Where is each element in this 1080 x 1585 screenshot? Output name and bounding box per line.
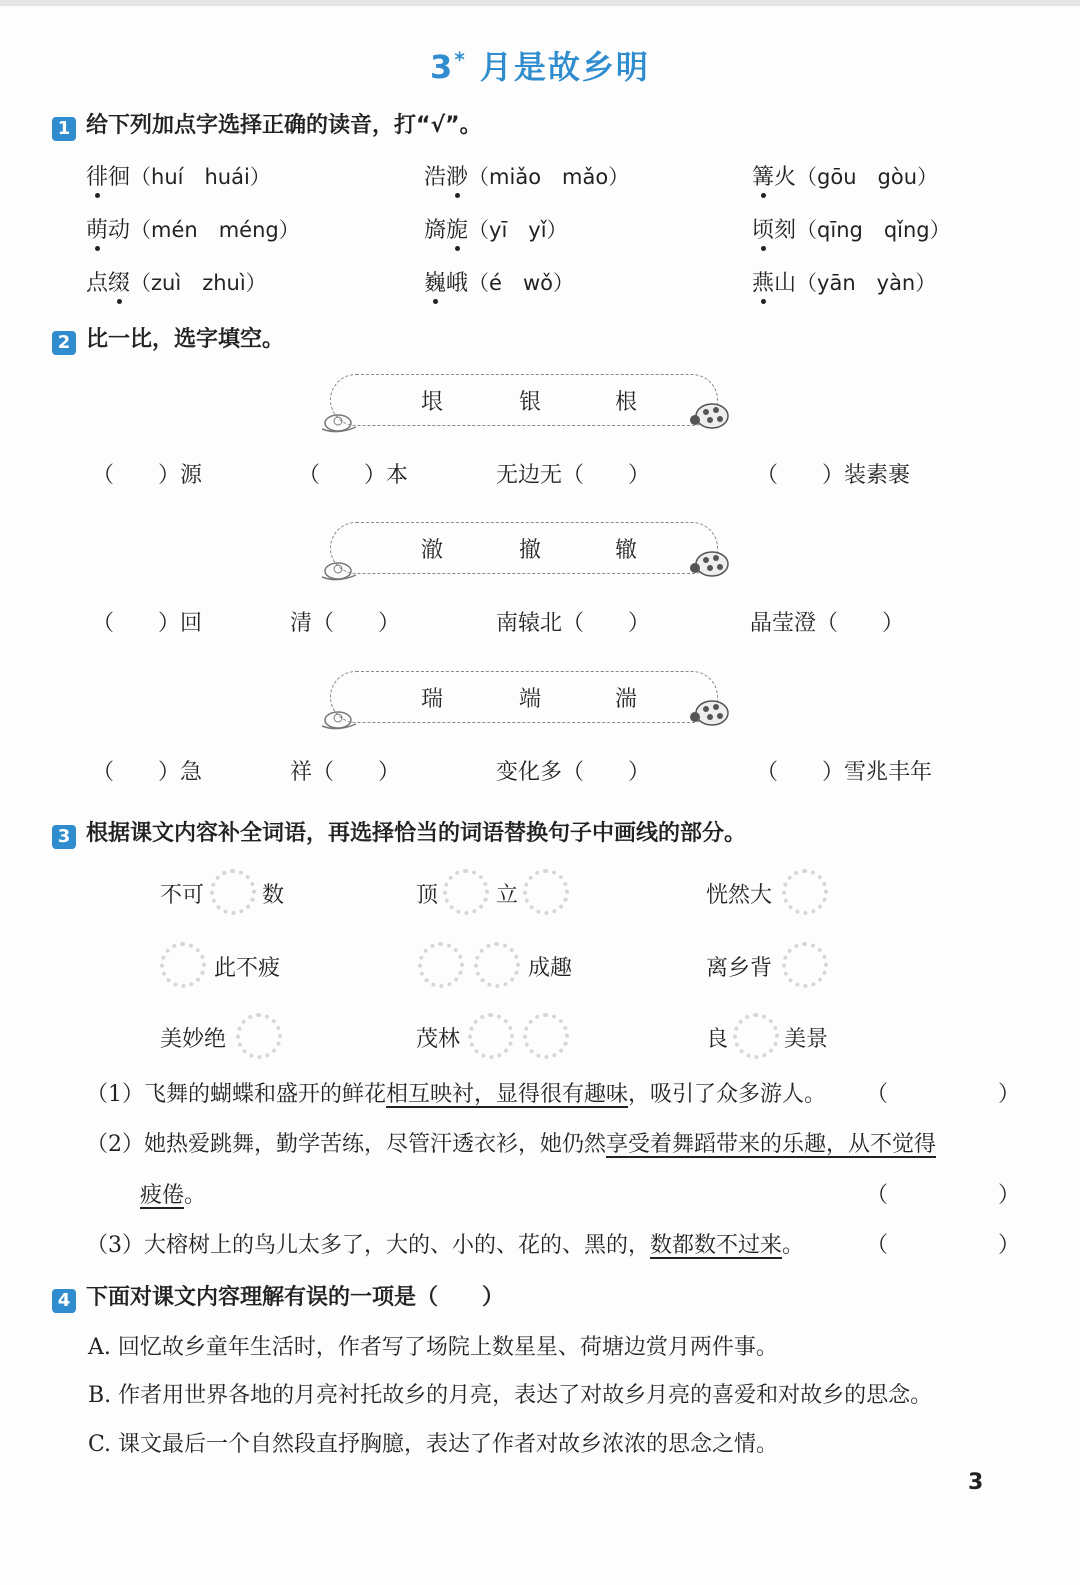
section-1-heading: 1 给下列加点字选择正确的读音，打“√”。 (52, 108, 482, 141)
fill-blank[interactable]: （ ）源 (92, 463, 203, 488)
choice-char: 根 (615, 390, 638, 415)
answer-paren[interactable]: （ ） (866, 1233, 1021, 1258)
word-part: 茂林 (416, 1027, 461, 1052)
word-part: 恍然大 (706, 883, 773, 908)
word-part: 美景 (784, 1027, 829, 1052)
page-title: 3* 月是故乡明 (430, 47, 650, 86)
answer-circle[interactable] (523, 1013, 569, 1059)
snail-icon (318, 702, 362, 732)
answer-circle[interactable] (210, 869, 256, 915)
answer-circle[interactable] (782, 869, 828, 915)
fill-blank[interactable]: （ ）雪兆丰年 (756, 760, 933, 785)
answer-paren[interactable]: （ ） (866, 1082, 1021, 1107)
pinyin-item: 萌动（mén méng） (86, 213, 300, 244)
choice-char: 瑞 (421, 687, 444, 712)
sentence-3: （3）大榕树上的鸟儿太多了，大的、小的、花的、黑的，数都数不过来。 (86, 1233, 805, 1258)
fill-blank[interactable]: （ ）回 (92, 611, 203, 636)
fill-blank[interactable]: （ ）本 (298, 463, 409, 488)
choice-char: 辙 (615, 538, 638, 563)
answer-circle[interactable] (443, 869, 489, 915)
sentence-2-cont: 疲倦。 (140, 1183, 207, 1208)
answer-paren[interactable]: （ ） (866, 1183, 1021, 1208)
sentence-1: （1）飞舞的蝴蝶和盛开的鲜花相互映衬，显得很有趣味，吸引了众多游人。 (86, 1082, 827, 1107)
word-part: 数 (262, 883, 285, 908)
option-b[interactable]: B. 作者用世界各地的月亮衬托故乡的月亮，表达了对故乡月亮的喜爱和对故乡的思念。 (88, 1383, 933, 1408)
snail-icon (318, 405, 362, 435)
section-3-heading: 3 根据课文内容补全词语，再选择恰当的词语替换句子中画线的部分。 (52, 816, 746, 849)
fill-blank[interactable]: （ ）装素裹 (756, 463, 911, 488)
choice-char: 垠 (421, 390, 444, 415)
word-part: 不可 (160, 883, 205, 908)
answer-circle[interactable] (523, 869, 569, 915)
section-4-heading: 4 下面对课文内容理解有误的一项是（ ） (52, 1280, 504, 1313)
answer-circle[interactable] (474, 942, 520, 988)
word-part: 离乡背 (706, 956, 773, 981)
choice-char: 湍 (615, 687, 638, 712)
choice-char: 澈 (421, 538, 444, 563)
pinyin-item: 浩渺（miǎo mǎo） (424, 160, 629, 191)
word-part: 顶 (416, 883, 439, 908)
char-choice-banner (330, 522, 718, 574)
pinyin-item: 点缀（zuì zhuì） (86, 266, 267, 297)
section-2-heading: 2 比一比，选字填空。 (52, 322, 284, 355)
char-choice-banner (330, 671, 718, 723)
ladybug-icon (688, 548, 732, 578)
fill-blank[interactable]: 清（ ） (290, 611, 401, 636)
char-choice-banner (330, 374, 718, 426)
answer-circle[interactable] (418, 942, 464, 988)
pinyin-item: 篝火（gōu gòu） (752, 160, 938, 191)
choice-char: 撤 (519, 538, 542, 563)
snail-icon (318, 553, 362, 583)
ladybug-icon (688, 697, 732, 727)
word-part: 良 (706, 1027, 729, 1052)
fill-blank[interactable]: 无边无（ ） (496, 463, 651, 488)
answer-circle[interactable] (236, 1013, 282, 1059)
word-part: 立 (496, 883, 519, 908)
option-a[interactable]: A. 回忆故乡童年生活时，作者写了场院上数星星、荷塘边赏月两件事。 (88, 1335, 778, 1360)
answer-circle[interactable] (160, 942, 206, 988)
section-number-badge: 1 (52, 117, 76, 141)
ladybug-icon (688, 400, 732, 430)
choice-char: 端 (519, 687, 542, 712)
pinyin-item: 燕山（yān yàn） (752, 266, 936, 297)
option-c[interactable]: C. 课文最后一个自然段直抒胸臆，表达了作者对故乡浓浓的思念之情。 (88, 1432, 779, 1457)
fill-blank[interactable]: （ ）急 (92, 760, 203, 785)
word-part: 成趣 (528, 956, 573, 981)
section-number-badge: 3 (52, 825, 76, 849)
fill-blank[interactable]: 晶莹澄（ ） (750, 611, 905, 636)
answer-circle[interactable] (782, 942, 828, 988)
section-number-badge: 2 (52, 331, 76, 355)
word-part: 此不疲 (214, 956, 281, 981)
fill-blank[interactable]: 祥（ ） (290, 760, 401, 785)
pinyin-item: 顷刻（qīng qǐng） (752, 213, 951, 244)
answer-circle[interactable] (733, 1013, 779, 1059)
choice-char: 银 (519, 390, 542, 415)
top-band (0, 0, 1080, 6)
pinyin-item: 徘徊（huí huái） (86, 160, 271, 191)
word-part: 美妙绝 (160, 1027, 227, 1052)
section-number-badge: 4 (52, 1289, 76, 1313)
fill-blank[interactable]: 变化多（ ） (496, 760, 651, 785)
sentence-2: （2）她热爱跳舞，勤学苦练，尽管汗透衣衫，她仍然享受着舞蹈带来的乐趣，从不觉得 (86, 1132, 937, 1157)
fill-blank[interactable]: 南辕北（ ） (496, 611, 651, 636)
answer-circle[interactable] (468, 1013, 514, 1059)
pinyin-item: 巍峨（é wǒ） (424, 266, 574, 297)
page-number: 3 (968, 1470, 984, 1495)
pinyin-item: 旖旎（yī yǐ） (424, 213, 568, 244)
